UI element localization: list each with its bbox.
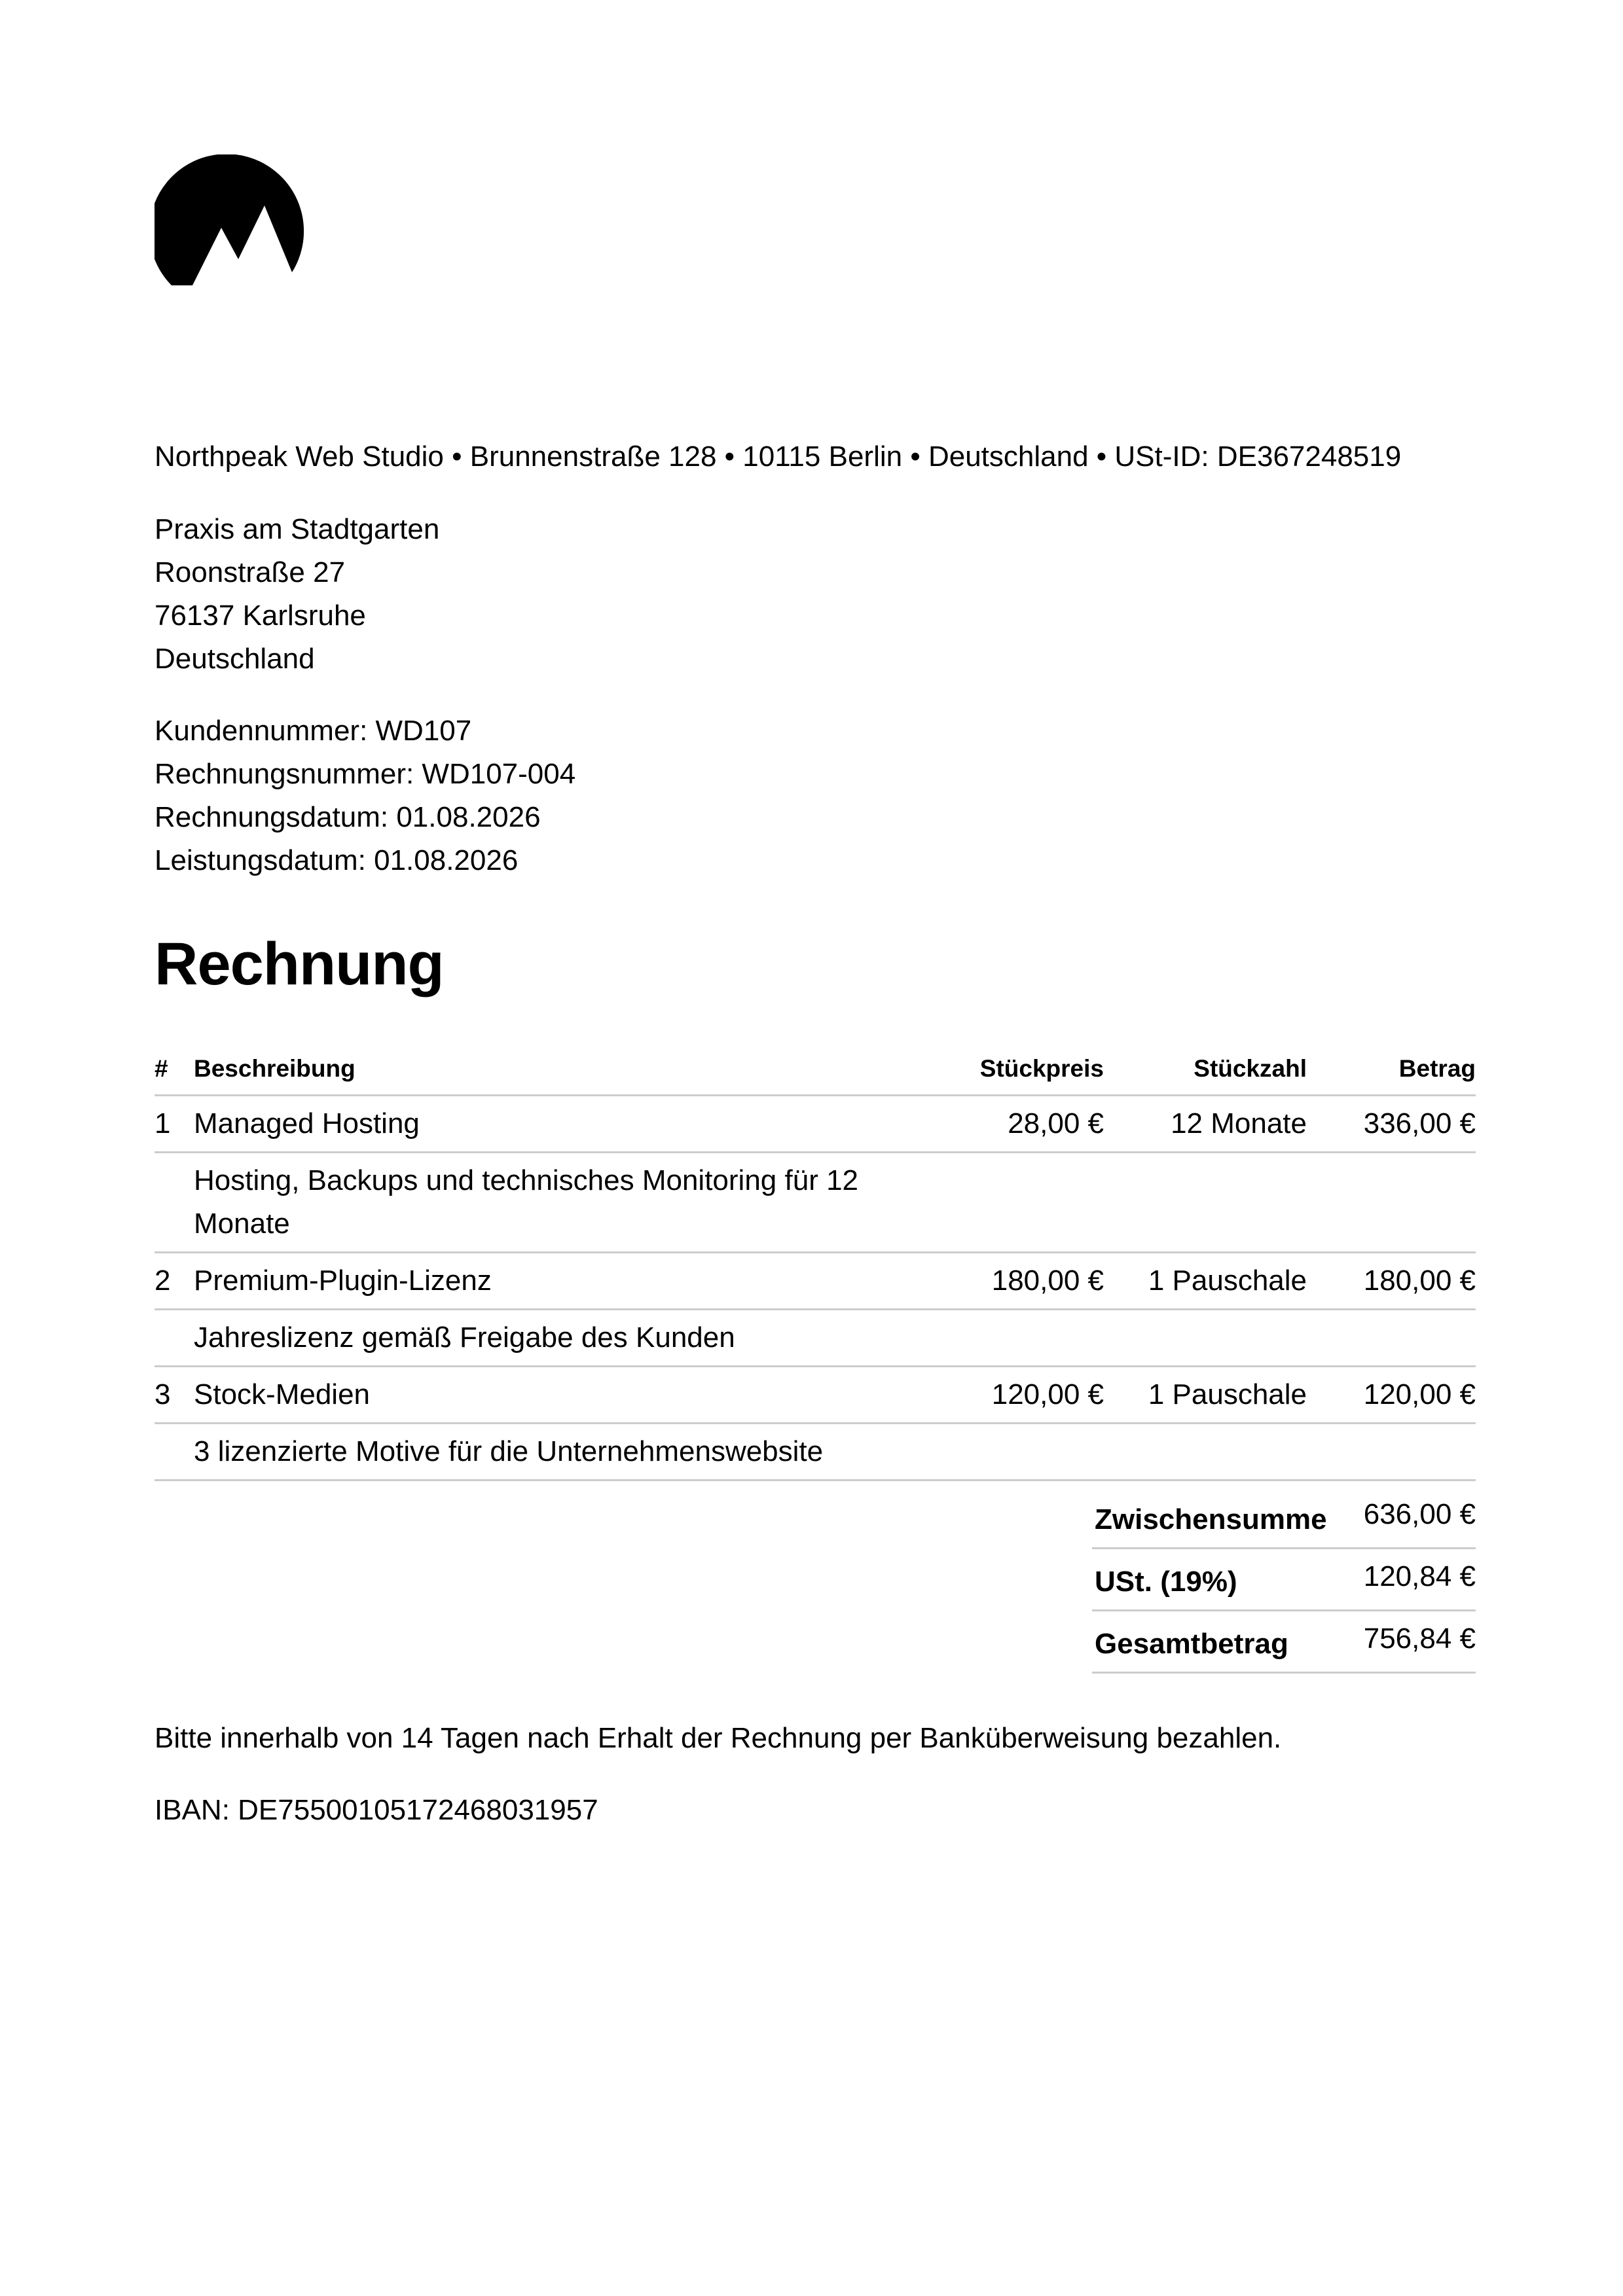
- table-row-detail: [155, 1153, 1476, 1253]
- item-unit-price: 180,00 €: [848, 1253, 1104, 1310]
- recipient-address: [155, 508, 439, 681]
- recipient-name: Praxis am Stadtgarten: [155, 513, 440, 545]
- total-row: [1092, 1611, 1476, 1673]
- invoice-date: Rechnungsdatum: 01.08.2026: [155, 801, 541, 833]
- item-detail: Hosting, Backups und technisches Monitoring für 12 Monate: [194, 1164, 859, 1240]
- total-value: 756,84 €: [1352, 1611, 1476, 1673]
- item-amount: 120,00 €: [1307, 1367, 1476, 1424]
- header-unit-price: Stückpreis: [848, 1043, 1104, 1096]
- invoice-number: Rechnungsnummer: WD107-004: [155, 758, 576, 790]
- invoice-meta: [155, 709, 575, 882]
- recipient-street: Roonstraße 27: [155, 556, 346, 588]
- header-description: Beschreibung: [194, 1043, 848, 1096]
- header-amount: Betrag: [1307, 1043, 1476, 1096]
- header-quantity: Stückzahl: [1104, 1043, 1307, 1096]
- item-num: 1: [155, 1096, 194, 1153]
- table-row: [155, 1367, 1476, 1424]
- item-quantity: 1 Pauschale: [1104, 1367, 1307, 1424]
- tax-label: USt. (19%): [1092, 1549, 1352, 1611]
- item-quantity: 12 Monate: [1104, 1096, 1307, 1153]
- item-detail: Jahreslizenz gemäß Freigabe des Kunden: [194, 1321, 735, 1354]
- item-amount: 336,00 €: [1307, 1096, 1476, 1153]
- item-unit-price: 120,00 €: [848, 1367, 1104, 1424]
- company-logo-icon: [155, 154, 309, 285]
- recipient-city: 76137 Karlsruhe: [155, 600, 366, 632]
- item-amount: 180,00 €: [1307, 1253, 1476, 1310]
- subtotal-value: 636,00 €: [1352, 1487, 1476, 1549]
- sender-address-line: Northpeak Web Studio • Brunnenstraße 128 • 10115 Berlin • Deutschland • USt-ID: DE367248519: [155, 440, 1402, 473]
- total-label: Gesamtbetrag: [1092, 1611, 1352, 1673]
- item-num: 2: [155, 1253, 194, 1310]
- line-items-table: [155, 1043, 1476, 1481]
- item-name: Managed Hosting: [194, 1096, 848, 1153]
- item-detail: 3 lizenzierte Motive für die Unternehmenswebsite: [194, 1435, 824, 1467]
- header-num: #: [155, 1043, 194, 1096]
- table-row-detail: [155, 1424, 1476, 1480]
- totals-table: [1092, 1487, 1476, 1674]
- subtotal-label: Zwischensumme: [1092, 1487, 1352, 1549]
- item-name: Stock-Medien: [194, 1367, 848, 1424]
- table-row-detail: [155, 1310, 1476, 1367]
- iban: IBAN: DE75500105172468031957: [155, 1794, 598, 1826]
- service-date: Leistungsdatum: 01.08.2026: [155, 844, 519, 876]
- item-quantity: 1 Pauschale: [1104, 1253, 1307, 1310]
- tax-value: 120,84 €: [1352, 1549, 1476, 1611]
- table-header-row: [155, 1043, 1476, 1096]
- payment-note: Bitte innerhalb von 14 Tagen nach Erhalt der Rechnung per Banküberweisung bezahlen.: [155, 1722, 1282, 1754]
- page-title: Rechnung: [155, 931, 444, 997]
- tax-row: [1092, 1549, 1476, 1611]
- table-row: [155, 1253, 1476, 1310]
- item-num: 3: [155, 1367, 194, 1424]
- item-unit-price: 28,00 €: [848, 1096, 1104, 1153]
- recipient-country: Deutschland: [155, 643, 315, 675]
- table-row: [155, 1096, 1476, 1153]
- item-name: Premium-Plugin-Lizenz: [194, 1253, 848, 1310]
- subtotal-row: [1092, 1487, 1476, 1549]
- customer-number: Kundennummer: WD107: [155, 715, 472, 747]
